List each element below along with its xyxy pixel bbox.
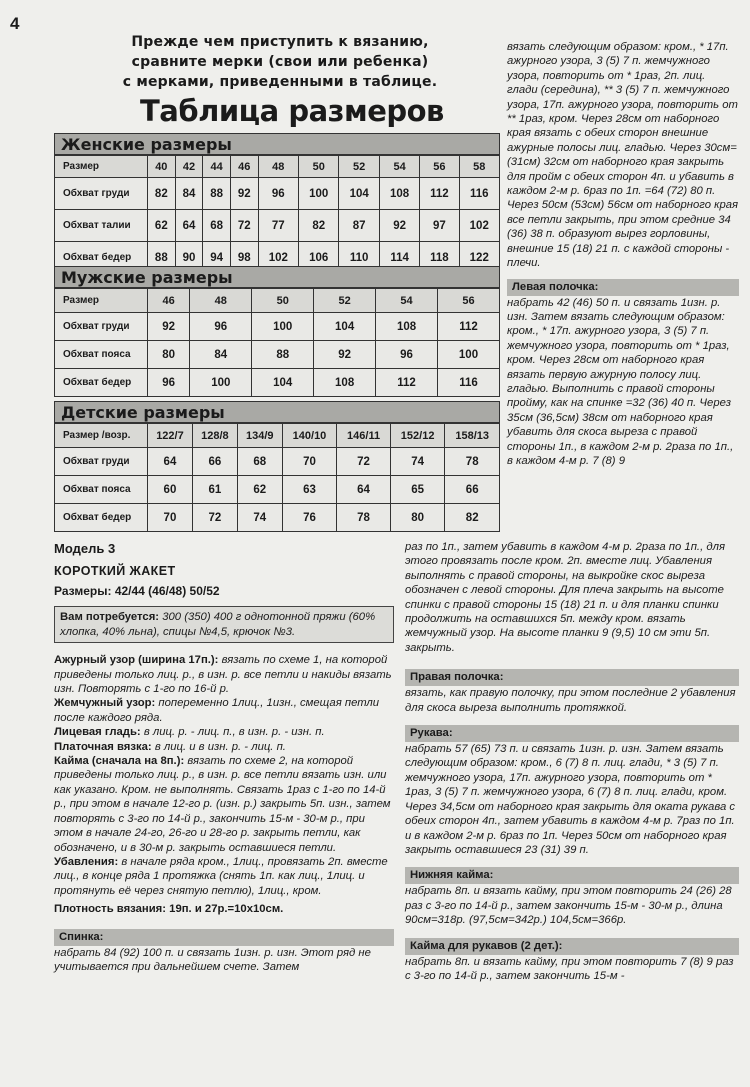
size-value-cell: 46: [148, 289, 190, 313]
size-value-cell: 44: [203, 156, 231, 178]
size-value-cell: 134/9: [237, 424, 282, 448]
size-value-cell: 56: [438, 289, 500, 313]
size-value-cell: 54: [376, 289, 438, 313]
page-number: 4: [10, 14, 20, 33]
size-value-cell: 158/13: [445, 424, 500, 448]
size-table-row: [55, 476, 500, 504]
row-label: Размер: [55, 156, 148, 178]
size-value-cell: 128/8: [192, 424, 237, 448]
size-value-cell: 84: [175, 178, 203, 210]
size-value-cell: 100: [299, 178, 339, 210]
size-value-cell: 70: [148, 504, 193, 532]
size-value-cell: 88: [252, 341, 314, 369]
row-label: Размер /возр.: [55, 424, 148, 448]
openwork-text: вязать по схеме 1, на которой приведены только лиц. р., в изн. р. все петли и накиды вязать изн. Повторять с 1-го по 16-й р.: [54, 654, 392, 696]
size-value-cell: 78: [337, 504, 391, 532]
size-value-cell: 146/11: [337, 424, 391, 448]
size-value-cell: 46: [230, 156, 258, 178]
intro-line: Прежде чем приступить к вязанию,: [131, 34, 429, 50]
size-value-cell: 108: [376, 313, 438, 341]
materials-box: [54, 606, 394, 643]
size-value-cell: 77: [258, 210, 298, 242]
stockinette-label: Лицевая гладь:: [54, 726, 141, 739]
size-table-title: Таблица размеров: [140, 94, 444, 128]
men-size-table: [54, 288, 500, 397]
sizes-value: 42/44 (46/48) 50/52: [114, 584, 220, 598]
size-value-cell: 64: [175, 210, 203, 242]
size-value-cell: 116: [438, 369, 500, 397]
size-value-cell: 50: [252, 289, 314, 313]
row-label: Размер: [55, 289, 148, 313]
stockinette-text: в лиц. р. - лиц. п., в изн. р. - изн. п.: [143, 726, 325, 739]
size-value-cell: 94: [203, 242, 231, 274]
size-value-cell: 62: [237, 476, 282, 504]
size-value-cell: 88: [148, 242, 176, 274]
size-value-cell: 72: [192, 504, 237, 532]
bottom-border-heading: Нижняя кайма:: [405, 867, 739, 884]
size-value-cell: 48: [258, 156, 298, 178]
size-value-cell: 48: [190, 289, 252, 313]
left-column: [54, 540, 394, 974]
size-value-cell: 66: [445, 476, 500, 504]
women-size-table: [54, 155, 500, 274]
size-value-cell: 92: [379, 210, 419, 242]
right-column-top: [507, 40, 739, 468]
size-value-cell: 102: [258, 242, 298, 274]
men-sizes-heading: Мужские размеры: [54, 266, 500, 288]
size-value-cell: 106: [299, 242, 339, 274]
size-value-cell: 54: [379, 156, 419, 178]
size-value-cell: 96: [148, 369, 190, 397]
size-value-cell: 90: [175, 242, 203, 274]
size-value-cell: 52: [339, 156, 379, 178]
size-value-cell: 70: [282, 448, 337, 476]
row-label: Обхват груди: [55, 313, 148, 341]
size-value-cell: 82: [445, 504, 500, 532]
size-value-cell: 65: [390, 476, 445, 504]
size-value-cell: 56: [420, 156, 459, 178]
pearl-label: Жемчужный узор:: [54, 697, 156, 710]
openwork-label: Ажурный узор (ширина 17п.):: [54, 654, 219, 667]
size-value-cell: 80: [148, 341, 190, 369]
left-front-heading: Левая полочка:: [507, 279, 739, 296]
bottom-border-text: набрать 8п. и вязать кайму, при этом повторить 24 (26) 28 раз с 3-го по 14-й р., затем закончить 15-м - 30-м р., длина 90см=318р. (97,5см=342р.) 104,5см=366р.: [405, 885, 732, 927]
size-value-cell: 112: [438, 313, 500, 341]
size-value-cell: 112: [376, 369, 438, 397]
border-label: Кайма (сначала на 8п.):: [54, 755, 185, 768]
materials-text: 300 (350) 400 г однотонной пряжи (60% хлопка, 40% льна), спицы №4,5, крючок №3.: [60, 611, 376, 638]
size-value-cell: 78: [445, 448, 500, 476]
size-value-cell: 68: [203, 210, 231, 242]
size-value-cell: 60: [148, 476, 193, 504]
size-value-cell: 42: [175, 156, 203, 178]
size-value-cell: 100: [438, 341, 500, 369]
size-value-cell: 100: [190, 369, 252, 397]
size-value-cell: 72: [230, 210, 258, 242]
size-value-cell: 122/7: [148, 424, 193, 448]
left-front-text: набрать 42 (46) 50 п. и связать 1изн. р. изн. Затем вязать следующим образом: кром., * 17п. ажурного узора, 3 (5) 7 п. жемчужного узора, повторить от * 1раз, кром. Через 28см от наборного края вязать первую ажурную полосу лиц. гладью. Выполнить с правой стороны пройму, как на спинке =32 (36) 40 п. Через 35см (36,5см) 38см от наборного края убавить для скоса выреза с правой стороны 1п., в каждом 2-м р. 2раза по 1п., в каждом 4-м р. 7 (8) 9: [507, 296, 734, 467]
size-value-cell: 102: [459, 210, 500, 242]
decrease-text: в начале ряда кром., 1лиц., провязать 2п. вместе лиц., в конце ряда 1 протяжка (снять 1п. как лиц., 1лиц. и протянуть её через снятую петлю), 1лиц., кром.: [54, 855, 388, 897]
row-label: Обхват бедер: [55, 504, 148, 532]
size-value-cell: 96: [258, 178, 298, 210]
size-value-cell: 122: [459, 242, 500, 274]
size-value-cell: 40: [148, 156, 176, 178]
size-table-row: [55, 424, 500, 448]
garter-label: Платочная вязка:: [54, 740, 152, 753]
size-value-cell: 118: [420, 242, 459, 274]
size-value-cell: 50: [299, 156, 339, 178]
size-value-cell: 82: [299, 210, 339, 242]
left-front-continuation: раз по 1п., затем убавить в каждом 4-м р. 2раза по 1п., для этого провязать после кром. 2п. вместе лиц. Убавления выполнять с правой стороны, на выкройке скос выреза обозначен с левой стороны. Для плеча закрыть на высоте спинки с правой стороны 15 (18) 21 п. и для планки спинки продолжить на оставшихся 5п. между кром. вязать жемчужный узор. На высоте планки 9 (9,5) 10 см эти 5п. закрыть.: [405, 541, 725, 654]
row-label: Обхват пояса: [55, 341, 148, 369]
sleeve-border-heading: Кайма для рукавов (2 дет.):: [405, 938, 739, 955]
right-front-text: вязать, как правую полочку, при этом последние 2 убавления для скоса выреза выполнить протяжкой.: [405, 687, 736, 714]
size-value-cell: 64: [337, 476, 391, 504]
kids-size-table: [54, 423, 500, 532]
size-table-row: [55, 210, 500, 242]
size-table-row: [55, 369, 500, 397]
sizes-label: Размеры:: [54, 584, 112, 598]
size-value-cell: 52: [314, 289, 376, 313]
intro-text: [70, 32, 490, 92]
pearl-text: попеременно 1лиц., 1изн., смещая петли после каждого ряда.: [54, 697, 380, 724]
size-value-cell: 140/10: [282, 424, 337, 448]
size-table-row: [55, 504, 500, 532]
back-continuation: вязать следующим образом: кром., * 17п. ажурного узора, 3 (5) 7 п. жемчужного узора, повторить от * 1раз, 2п. лиц. глади (середина), ** 3 (5) 7 п. жемчужного узора, 17п. ажурного узора, повторить от ** 1раз, кром. Через 28см от наборного края вязать с обеих сторон внешние ажурные полосы лиц. гладью. Через 30см= (31см) 32см от наборного края закрыть для пройм с обеих сторон 4п. и убавить в каждом 2-м р. 6раз по 1п. =64 (72) 80 п. Через 50см (53см) 56см от наборного края все петли закрыть, при этом средние 34 (36) 38 п. образуют вырез горловины, внешние 15 (18) 21 п. с каждой стороны - плечи.: [507, 41, 739, 270]
size-value-cell: 76: [282, 504, 337, 532]
size-table-row: [55, 178, 500, 210]
size-value-cell: 72: [337, 448, 391, 476]
back-heading: Спинка:: [54, 929, 394, 946]
row-label: Обхват бедер: [55, 242, 148, 274]
size-value-cell: 104: [339, 178, 379, 210]
row-label: Обхват бедер: [55, 369, 148, 397]
right-front-heading: Правая полочка:: [405, 669, 739, 686]
size-value-cell: 97: [420, 210, 459, 242]
model-subtitle: КОРОТКИЙ ЖАКЕТ: [54, 564, 176, 578]
size-value-cell: 114: [379, 242, 419, 274]
size-value-cell: 82: [148, 178, 176, 210]
border-text: вязать по схеме 2, на которой приведены только лиц. р., в изн. р. все петли вязать изн. или как указано. Кром. не выполнять. Связать 1раз с 1-го по 14-й р., при этом в начале 12-го р. (изн. р.) закрыть 5п. изн., затем повторять с 3-го по 14-й р., закончить 15-м - 30-м р., при этом в начале 24-го, 26-го и 28-го р. закрыть петли, как обозначено, и в 30-м р. закрыть оставшиеся петли.: [54, 755, 391, 854]
size-value-cell: 92: [148, 313, 190, 341]
sleeves-heading: Рукава:: [405, 725, 739, 742]
garter-text: в лиц. и в изн. р. - лиц. п.: [154, 740, 286, 753]
size-value-cell: 116: [459, 178, 500, 210]
gauge-text: 19п. и 27р.=10х10см.: [169, 903, 284, 916]
size-value-cell: 62: [148, 210, 176, 242]
size-value-cell: 66: [192, 448, 237, 476]
row-label: Обхват груди: [55, 178, 148, 210]
row-label: Обхват груди: [55, 448, 148, 476]
size-value-cell: 92: [314, 341, 376, 369]
size-value-cell: 100: [252, 313, 314, 341]
size-value-cell: 110: [339, 242, 379, 274]
size-value-cell: 108: [379, 178, 419, 210]
size-value-cell: 88: [203, 178, 231, 210]
row-label: Обхват пояса: [55, 476, 148, 504]
intro-line: сравните мерки (свои или ребенка): [131, 54, 429, 70]
size-table-row: [55, 341, 500, 369]
size-value-cell: 152/12: [390, 424, 445, 448]
kids-sizes-heading: Детские размеры: [54, 401, 500, 423]
size-value-cell: 112: [420, 178, 459, 210]
size-value-cell: 98: [230, 242, 258, 274]
sleeve-border-text: набрать 8п. и вязать кайму, при этом повторить 7 (8) 9 раз с 3-го по 14-й р., затем закончить 15-м -: [405, 955, 734, 982]
gauge-label: Плотность вязания:: [54, 903, 167, 916]
model-title: Модель 3: [54, 541, 116, 556]
decrease-label: Убавления:: [54, 855, 119, 868]
row-label: Обхват талии: [55, 210, 148, 242]
size-value-cell: 74: [237, 504, 282, 532]
size-value-cell: 92: [230, 178, 258, 210]
size-table-row: [55, 289, 500, 313]
intro-line: с мерками, приведенными в таблице.: [122, 74, 438, 90]
size-table-row: [55, 156, 500, 178]
size-value-cell: 84: [190, 341, 252, 369]
size-value-cell: 96: [190, 313, 252, 341]
size-value-cell: 68: [237, 448, 282, 476]
size-table-row: [55, 313, 500, 341]
size-value-cell: 63: [282, 476, 337, 504]
women-sizes-heading: Женские размеры: [54, 133, 500, 155]
size-table-row: [55, 448, 500, 476]
materials-label: Вам потребуется:: [60, 611, 160, 624]
right-column-bottom: [405, 540, 739, 983]
size-value-cell: 74: [390, 448, 445, 476]
size-value-cell: 87: [339, 210, 379, 242]
size-value-cell: 96: [376, 341, 438, 369]
size-value-cell: 80: [390, 504, 445, 532]
sleeves-text: набрать 57 (65) 73 п. и связать 1изн. р. изн. Затем вязать следующим образом: кром., 6 (7) 8 п. лиц. глади, * 3 (5) 7 п. жемчужного узора, 17п. ажурного узора, повторить от * 1раз, 3 (5) 7 п. жемчужного узора, 6 (7) 8 п. лиц. глади, кром. Через 34,5см от наборного края закрыть для оката рукава с обеих сторон 4п., затем убавить в каждом 4-м р. 7раз по 1п. и в каждом 2-м р. 6раз по 1п. Через 50см от наборного края закрыть оставшиеся 23 (31) 39 п.: [405, 743, 736, 856]
size-value-cell: 61: [192, 476, 237, 504]
size-value-cell: 108: [314, 369, 376, 397]
size-value-cell: 104: [314, 313, 376, 341]
size-value-cell: 58: [459, 156, 500, 178]
back-text: набрать 84 (92) 100 п. и связать 1изн. р. изн. Этот ряд не учитывается при дальнейшем счете. Затем: [54, 946, 371, 973]
size-value-cell: 64: [148, 448, 193, 476]
size-value-cell: 104: [252, 369, 314, 397]
